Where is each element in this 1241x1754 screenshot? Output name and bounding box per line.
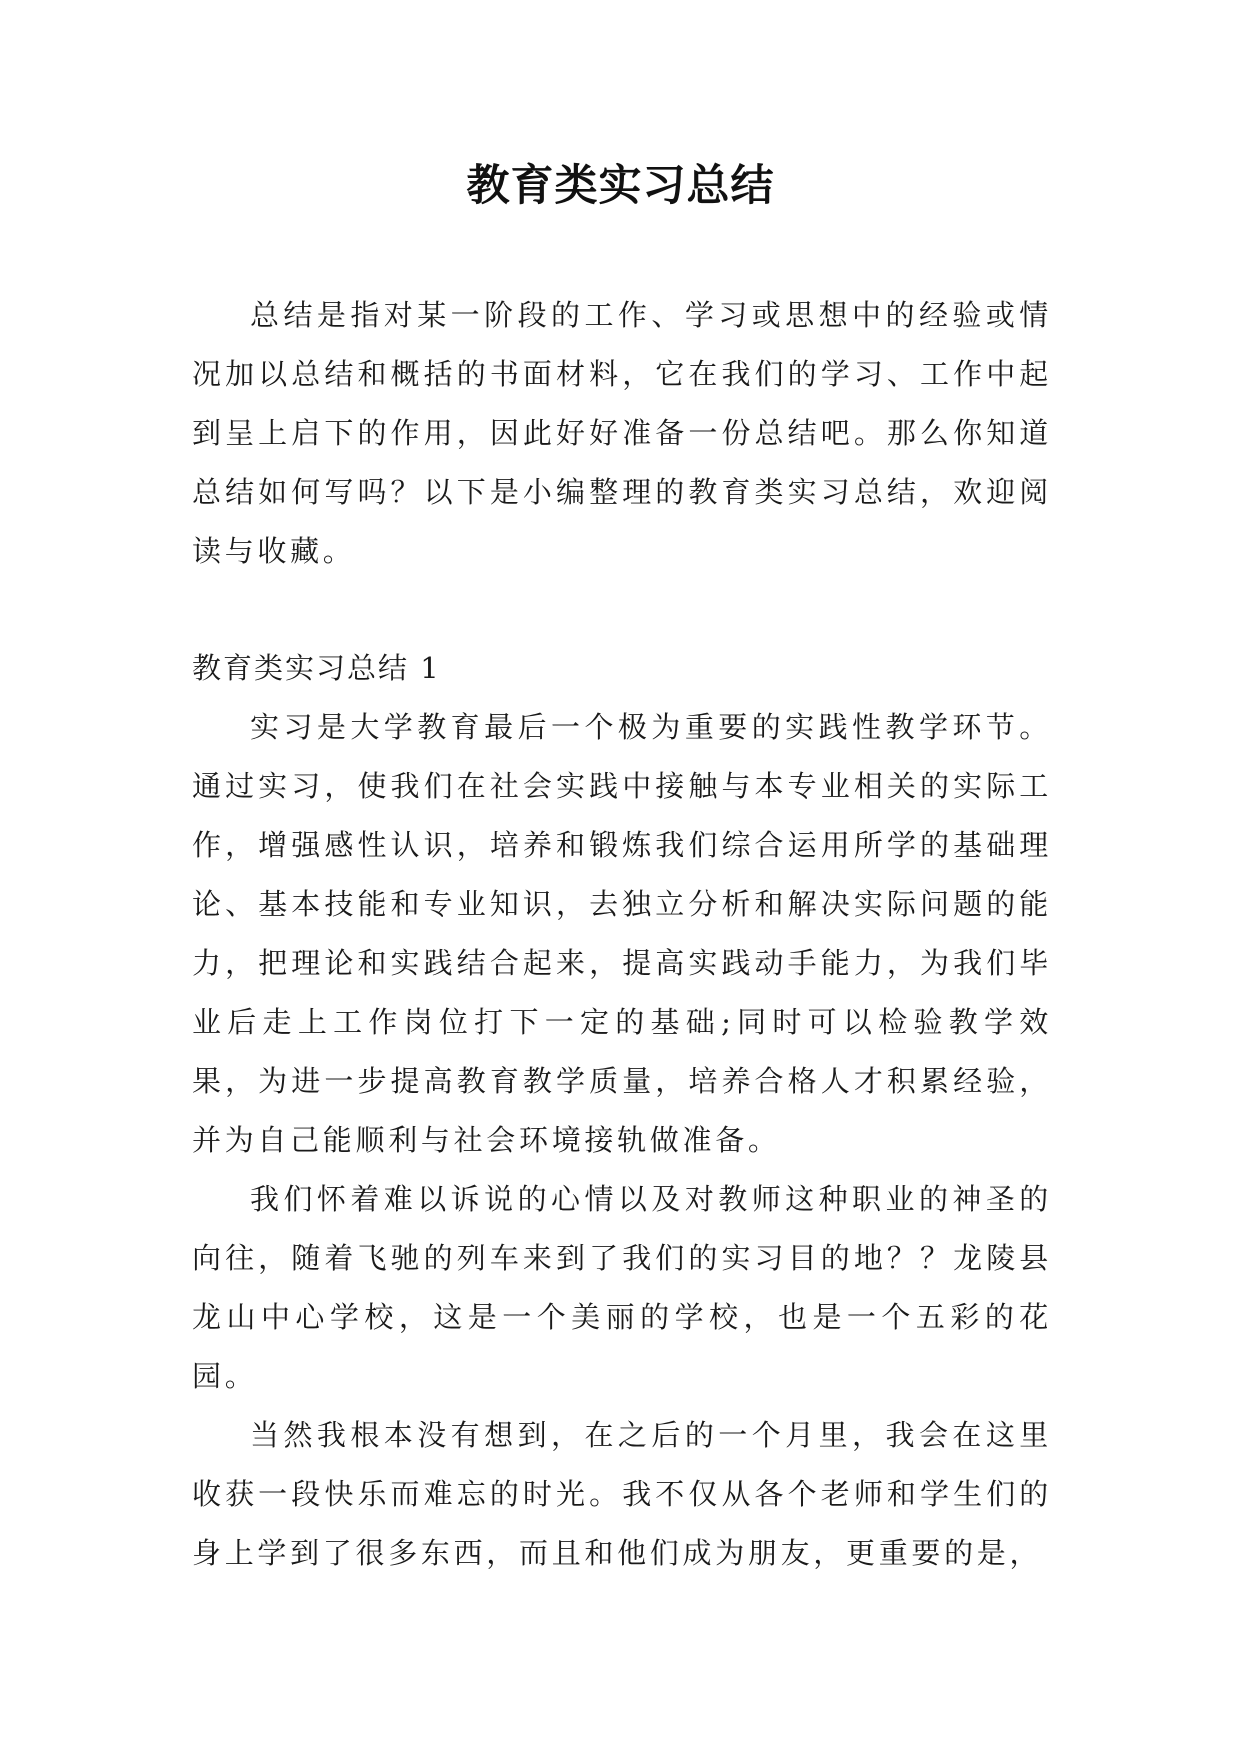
intro-paragraph: 总结是指对某一阶段的工作、学习或思想中的经验或情况加以总结和概括的书面材料，它在我们的学习、工作中起到呈上启下的作用，因此好好准备一份总结吧。那么你知道总结如何写吗？以下是小编整理的教育类实习总结，欢迎阅读与收藏。: [192, 298, 1052, 568]
document-body: [192, 286, 1052, 1583]
section-heading: 教育类实习总结 1: [192, 651, 441, 685]
body-paragraph-3: 当然我根本没有想到，在之后的一个月里，我会在这里收获一段快乐而难忘的时光。我不仅从各个老师和学生们的身上学到了很多东西，而且和他们成为朋友，更重要的是，: [192, 1418, 1052, 1570]
document-title: 教育类实习总结: [466, 161, 775, 211]
body-paragraph-2: 我们怀着难以诉说的心情以及对教师这种职业的神圣的向往，随着飞驰的列车来到了我们的实习目的地？？龙陵县龙山中心学校，这是一个美丽的学校，也是一个五彩的花园。: [192, 1182, 1052, 1393]
body-paragraph-1: 实习是大学教育最后一个极为重要的实践性教学环节。通过实习，使我们在社会实践中接触与本专业相关的实际工作，增强感性认识，培养和锻炼我们综合运用所学的基础理论、基本技能和专业知识，去独立分析和解决实际问题的能力，把理论和实践结合起来，提高实践动手能力，为我们毕业后走上工作岗位打下一定的基础;同时可以检验教学效果，为进一步提高教育教学质量，培养合格人才积累经验，并为自己能顺利与社会环境接轨做准备。: [192, 710, 1052, 1157]
